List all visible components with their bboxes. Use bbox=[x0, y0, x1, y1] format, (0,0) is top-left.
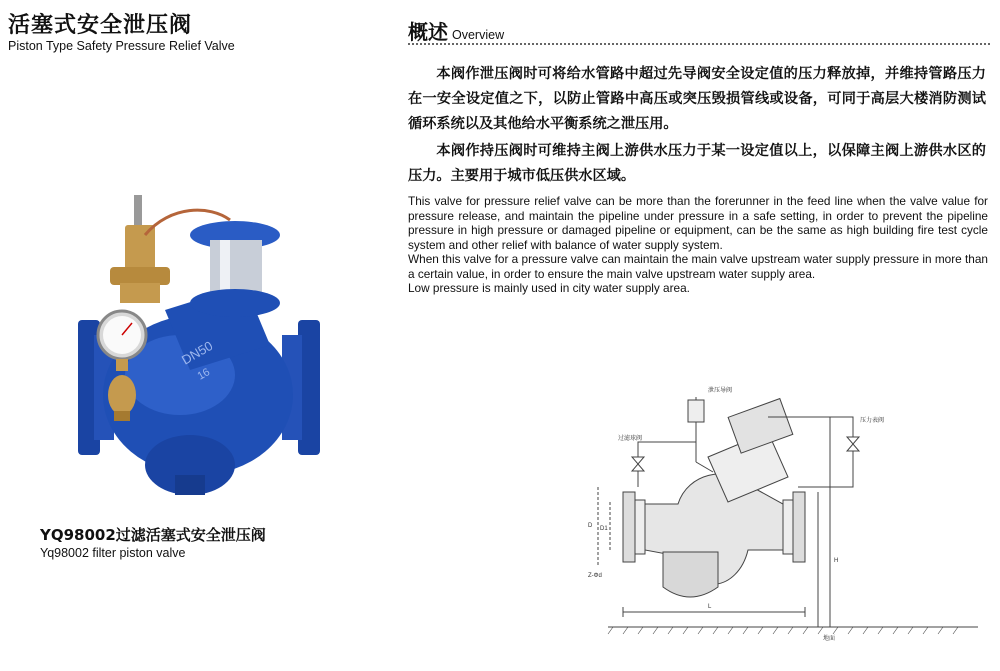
drawing-dim-h: H bbox=[834, 558, 839, 564]
drawing-label-ground: 地面 bbox=[823, 636, 836, 642]
drawing-label-bolts: Z-Φd bbox=[588, 573, 602, 579]
product-title-en: Piston Type Safety Pressure Relief Valve bbox=[8, 39, 235, 53]
drawing-dim-d: D bbox=[588, 523, 593, 529]
drawing-dim-l: L bbox=[708, 604, 712, 610]
overview-english-text bbox=[408, 194, 988, 296]
overview-paragraph-en-2: When this valve for a pressure valve can maintain the main valve upstream water supply pressure in more than a certain value, in order to ensure the main valve upstream water supply area. bbox=[408, 252, 988, 281]
valve-product-photo bbox=[70, 195, 330, 510]
model-label-en: Yq98002 filter piston valve bbox=[40, 546, 186, 560]
overview-paragraph-en-3: Low pressure is mainly used in city water supply area. bbox=[408, 281, 690, 295]
drawing-dim-d1: D1 bbox=[600, 526, 608, 532]
photo-casting-dn: DN50 bbox=[179, 337, 216, 368]
drawing-label-gauge: 压力表阀 bbox=[860, 418, 885, 424]
product-title-cn: 活塞式安全泄压阀 bbox=[8, 13, 193, 38]
technical-drawing bbox=[568, 362, 988, 647]
drawing-label-pilot: 泄压导阀 bbox=[708, 388, 733, 394]
overview-heading-cn: 概述 bbox=[408, 20, 448, 44]
overview-paragraph-cn-1: 本阀作泄压阀时可将给水管路中超过先导阀安全设定值的压力释放掉，并维持管路压力在一安全设定值之下，以防止管路中高压或突压毁损管线或设备，可同于高层大楼消防测试循环系统以及其他给水平衡系统之泄压用。 bbox=[408, 66, 986, 132]
section-divider bbox=[408, 43, 990, 45]
photo-casting-pn: 16 bbox=[195, 366, 213, 383]
drawing-label-filter: 过滤球阀 bbox=[618, 436, 643, 442]
model-label-cn: YQ98002过滤活塞式安全泄压阀 bbox=[40, 526, 266, 544]
overview-heading bbox=[408, 16, 504, 45]
overview-paragraph-en-1: This valve for pressure relief valve can be more than the forerunner in the feed line when the valve value for pressure release, and maintain the pipeline under pressure in a safe setting, in order to prevent the pipeline pressure in high pressure or damaged pipeline or equipment, can be the same as high building fire test cycle system and other relief with balance of water supply system. bbox=[408, 194, 988, 252]
overview-paragraph-cn-2: 本阀作持压阀时可维持主阀上游供水压力于某一设定值以上，以保障主阀上游供水区的压力。主要用于城市低压供水区域。 bbox=[408, 143, 986, 184]
overview-heading-en: Overview bbox=[452, 28, 505, 42]
